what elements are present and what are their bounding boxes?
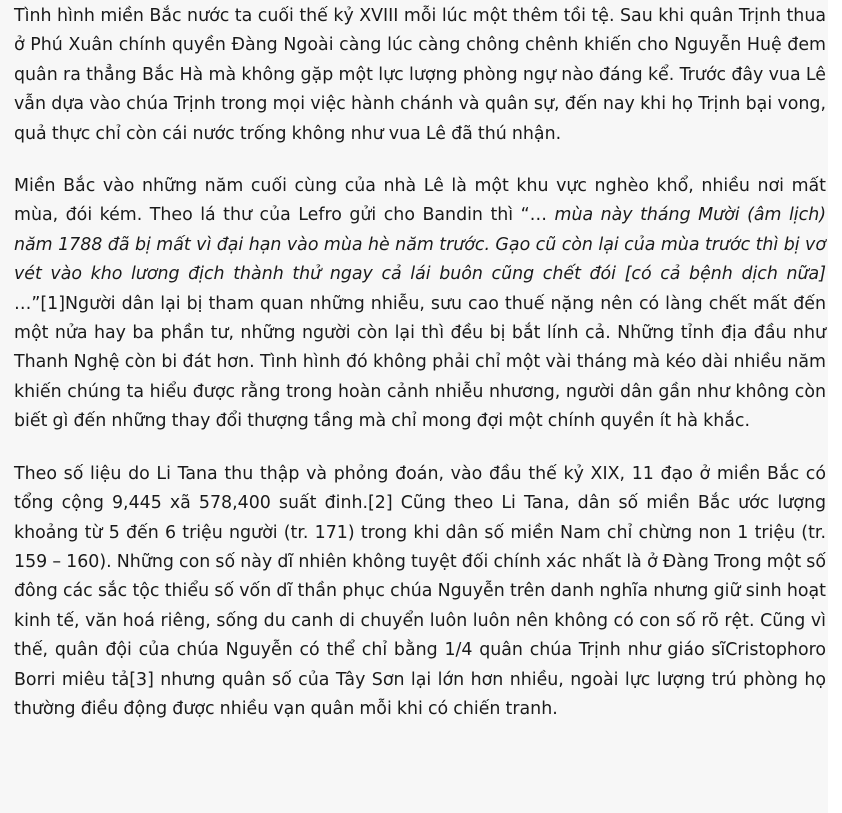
article-body xyxy=(14,2,826,724)
paragraph-2-intro: Miền Bắc vào những năm cuối cùng của nhà Lê là một khu vực nghèo khổ, nhiều nơi mất mùa, đói kém. Theo lá thư của Lefro gửi cho Bandin thì “… xyxy=(14,176,826,226)
paragraph-2-rest: …”[1]Người dân lại bị tham quan những nhiễu, sưu cao thuế nặng nên có làng chết mất đến một nửa hay ba phần tư, những người còn lại thì đều bị bắt lính cả. Những tỉnh địa đầu như Thanh Nghệ còn bi đát hơn. Tình hình đó không phải chỉ một vài tháng mà kéo dài nhiều năm khiến chúng ta hiểu được rằng trong hoàn cảnh nhiễu nhương, người dân gần như không còn biết gì đến những thay đổi thượng tầng mà chỉ mong đợi một chính quyền ít hà khắc. xyxy=(14,293,826,432)
paragraph-1: Tình hình miền Bắc nước ta cuối thế kỷ XVIII mỗi lúc một thêm tồi tệ. Sau khi quân Trịnh thua ở Phú Xuân chính quyền Đàng Ngoài càng lúc càng chông chênh khiến cho Nguyễn Huệ đem quân ra thẳng Bắc Hà mà không gặp một lực lượng phòng ngự nào đáng kể. Trước đây vua Lê vẫn dựa vào chúa Trịnh trong mọi việc hành chánh và quân sự, đến nay khi họ Trịnh bại vong, quả thực chỉ còn cái nước trống không như vua Lê đã thú nhận. xyxy=(14,6,826,144)
paragraph-2-quote: mùa này tháng Mười (âm lịch) năm 1788 đã bị mất vì đại hạn vào mùa hè năm trước. Gạo cũ còn lại của mùa trước thì bị vơ vét vào kho lương địch thành thử ngay cả lái buôn cũng chết đói [có cả bệnh dịch nữa] xyxy=(14,205,826,285)
paragraph-2 xyxy=(14,172,826,437)
paragraph-3: Theo số liệu do Li Tana thu thập và phỏng đoán, vào đầu thế kỷ XIX, 11 đạo ở miền Bắc có tổng cộng 9,445 xã 578,400 suất đinh.[2] Cũng theo Li Tana, dân số miền Bắc ước lượng khoảng từ 5 đến 6 triệu người (tr. 171) trong khi dân số miền Nam chỉ chừng non 1 triệu (tr. 159 – 160). Những con số này dĩ nhiên không tuyệt đối chính xác nhất là ở Đàng Trong một số đông các sắc tộc thiểu số vốn dĩ thần phục chúa Nguyễn trên danh nghĩa nhưng giữ sinh hoạt kinh tế, văn hoá riêng, sống du canh di chuyển luôn luôn nên không có con số rõ rệt. Cũng vì thế, quân đội của chúa Nguyễn có thể chỉ bằng 1/4 quân chúa Trịnh như giáo sĩCristophoro Borri miêu tả[3] nhưng quân số của Tây Sơn lại lớn hơn nhiều, ngoài lực lượng trú phòng họ thường điều động được nhiều vạn quân mỗi khi có chiến tranh. xyxy=(14,463,826,719)
